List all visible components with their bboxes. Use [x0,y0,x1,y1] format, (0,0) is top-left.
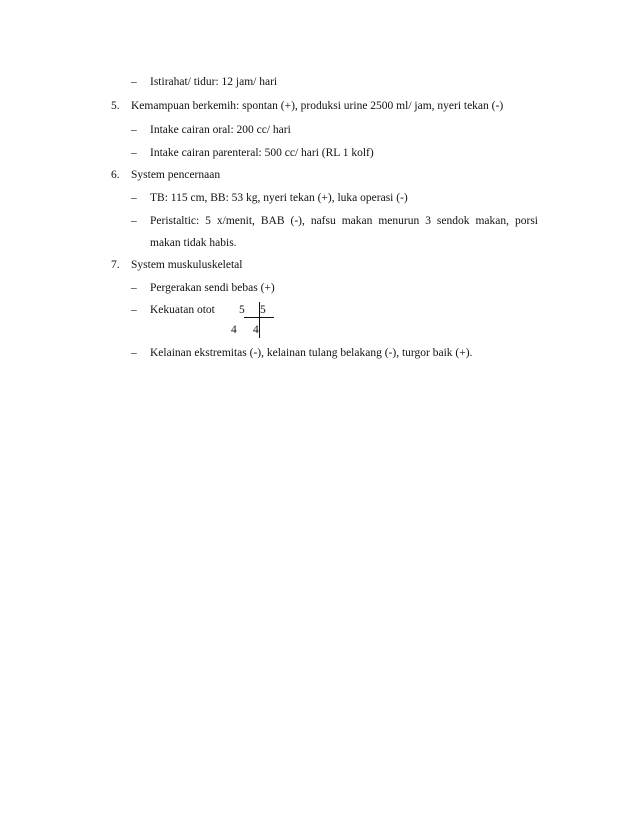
item-text: Kekuatan otot [150,304,215,316]
dash-bullet: – [131,124,137,136]
item-text: System muskuluskeletal [131,259,243,271]
dash-bullet: – [131,192,137,204]
item-text: Peristaltic: 5 x/menit, BAB (-), nafsu makan menurun 3 sendok makan, porsi [150,215,538,227]
item-text: Intake cairan parenteral: 500 cc/ hari (RL 1 kolf) [150,147,374,159]
item-number: 5. [111,100,120,112]
item-number: 6. [111,169,120,181]
dash-bullet: – [131,147,137,159]
item-text: Pergerakan sendi bebas (+) [150,282,275,294]
grid-vertical-line [259,302,260,338]
item-text: makan tidak habis. [150,237,237,249]
strength-upper-left: 5 [239,304,245,316]
strength-lower-right: 4 [253,324,259,336]
dash-bullet: – [131,304,137,316]
item-text: Intake cairan oral: 200 cc/ hari [150,124,291,136]
dash-bullet: – [131,76,137,88]
strength-upper-right: 5 [260,304,266,316]
item-number: 7. [111,259,120,271]
dash-bullet: – [131,347,137,359]
item-text: TB: 115 cm, BB: 53 kg, nyeri tekan (+), luka operasi (-) [150,192,408,204]
dash-bullet: – [131,215,137,227]
item-text: Istirahat/ tidur: 12 jam/ hari [150,76,278,88]
dash-bullet: – [131,282,137,294]
strength-lower-left: 4 [231,324,237,336]
item-text: Kemampuan berkemih: spontan (+), produksi urine 2500 ml/ jam, nyeri tekan (-) [131,100,504,112]
item-text: Kelainan ekstremitas (-), kelainan tulang belakang (-), turgor baik (+). [150,347,473,359]
item-text: System pencernaan [131,169,221,181]
